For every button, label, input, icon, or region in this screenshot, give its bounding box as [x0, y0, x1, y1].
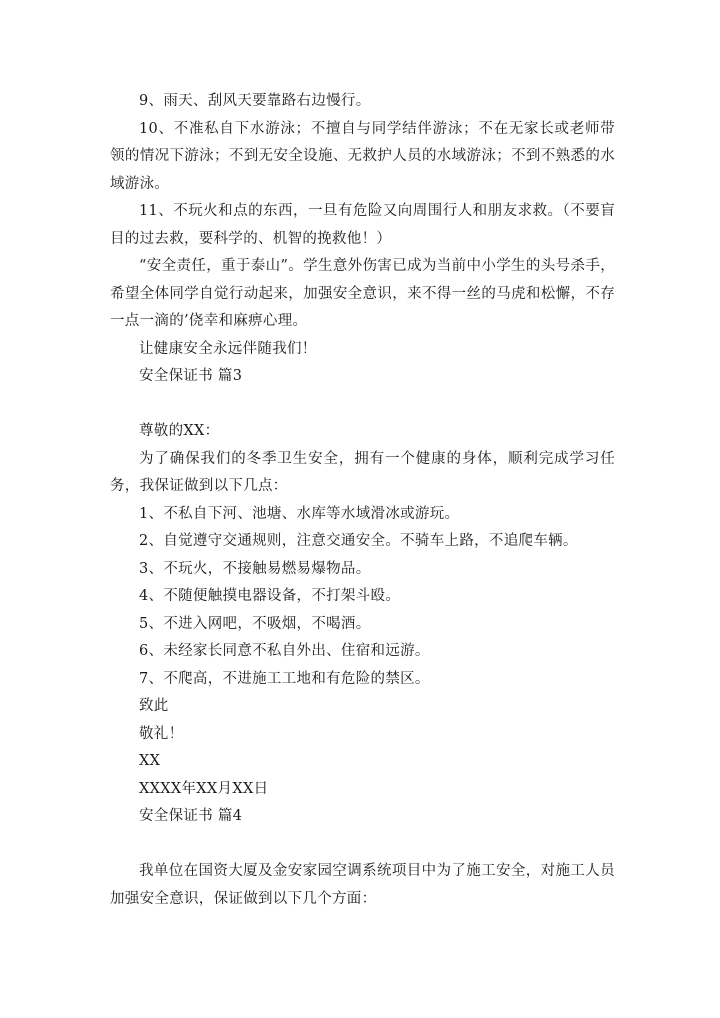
- paragraph-unit: 我单位在国资大厦及金安家园空调系统项目中为了施工安全，对施工人员加强安全意识，保证做到以下几个方面：: [110, 863, 615, 907]
- list-item: 7、不爬高，不进施工工地和有危险的禁区。: [139, 670, 430, 687]
- section-heading-4: 安全保证书 篇4: [139, 808, 243, 824]
- blank-line: [110, 831, 615, 859]
- paragraph-fire: 11、不玩火和点的东西，一旦有危险又向周围行人和朋友求救。（不要盲目的过去救，要科学的、机智的挽救他！）: [110, 203, 615, 247]
- list-item: 2、自觉遵守交通规则，注意交通安全。不骑车上路，不追爬车辆。: [139, 533, 578, 549]
- signature: XX: [139, 753, 161, 769]
- blank-line: [110, 391, 615, 419]
- paragraph-rain: 9、雨天、刮风天要靠路右边慢行。: [139, 93, 371, 109]
- list-item: 1、不私自下河、池塘、水库等水域滑冰或游玩。: [139, 505, 460, 522]
- paragraph-responsibility: “安全责任，重于泰山”。学生意外伤害已成为当前中小学生的头号杀手，希望全体同学自觉行动起来，加强安全意识，来不得一丝的马虎和松懈，不存一点一滴的’侥幸和麻痹心理。: [110, 258, 615, 329]
- date-line: XXXX年XX月XX日: [139, 780, 269, 797]
- document-page: [110, 88, 615, 913]
- closing-salute: 敬礼！: [139, 725, 184, 742]
- list-item: 5、不进入网吧，不吸烟，不喝酒。: [139, 615, 371, 632]
- paragraph-health: 让健康安全永远伴随我们！: [139, 340, 317, 357]
- list-item: 4、不随便触摸电器设备，不打架斗殴。: [139, 588, 401, 604]
- intro-paragraph: 为了确保我们的冬季卫生安全，拥有一个健康的身体，顺利完成学习任务，我保证做到以下几点：: [110, 450, 615, 494]
- salutation: 尊敬的XX：: [139, 423, 220, 439]
- list-item: 6、未经家长同意不私自外出、住宿和远游。: [139, 643, 430, 659]
- list-item: 3、不玩火，不接触易燃易爆物品。: [139, 560, 371, 577]
- paragraph-swimming: 10、不准私自下水游泳；不擅自与同学结伴游泳；不在无家长或老师带领的情况下游泳；不到无安全设施、无救护人员的水域游泳；不到不熟悉的水域游泳。: [110, 120, 615, 192]
- closing-line: 致此: [139, 698, 169, 714]
- section-heading-3: 安全保证书 篇3: [139, 368, 243, 384]
